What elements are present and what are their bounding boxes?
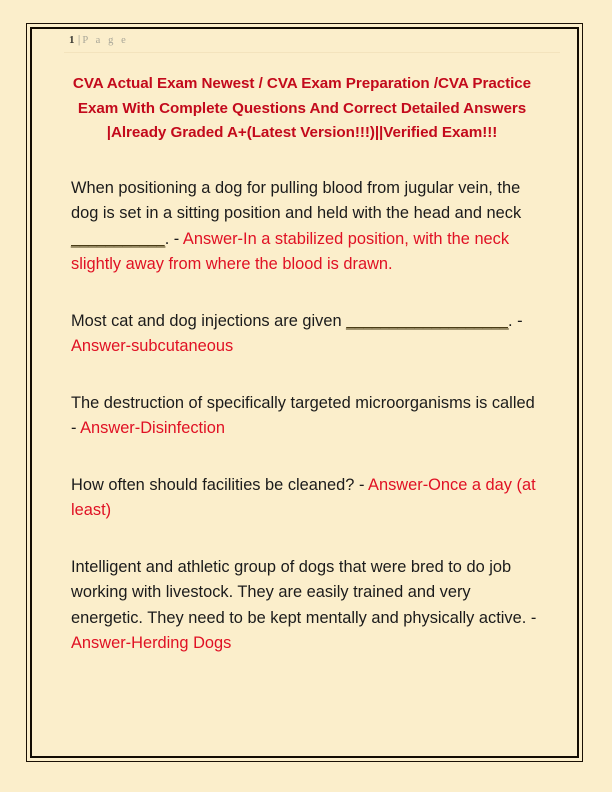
- answer-text: Answer-Herding Dogs: [71, 634, 232, 652]
- header-separator: |: [77, 32, 81, 46]
- answer-text: Answer-subcutaneous: [71, 337, 234, 355]
- header-rule: [64, 52, 560, 53]
- answer-text: Answer-Once a day (at least): [71, 475, 536, 519]
- question-answer-list: [71, 146, 540, 657]
- running-header: [38, 30, 566, 56]
- answer-dash: -: [358, 475, 369, 494]
- qa-block: [71, 309, 540, 360]
- answer-dash: -: [517, 311, 523, 330]
- question-text: When positioning a dog for pulling blood from jugular vein, the dog is set in a sitting position and held with the head and neck: [71, 178, 522, 222]
- qa-block: [71, 391, 540, 442]
- page-number: 1: [69, 34, 75, 46]
- answer-dash: -: [530, 608, 537, 627]
- question-text-tail: .: [507, 311, 518, 330]
- question-text: Most cat and dog injections are given: [71, 311, 347, 330]
- qa-block: [71, 473, 540, 524]
- question-text-tail: .: [164, 229, 174, 248]
- document-title: CVA Actual Exam Newest / CVA Exam Preparation /CVA Practice Exam With Complete Questions And Correct Detailed Answers |Already Graded A+(Latest Version!!!)||Verified Exam!!!: [72, 75, 532, 141]
- qa-block: [71, 176, 540, 278]
- page-content: [38, 30, 566, 657]
- answer-dash: -: [71, 419, 81, 437]
- question-text: The destruction of specifically targeted microorganisms is called: [71, 393, 535, 412]
- answer-text: Answer-In a stabilized position, with the neck slightly away from where the blood is drawn.: [71, 229, 510, 273]
- question-text: How often should facilities be cleaned?: [71, 475, 359, 494]
- answer-text: Answer-Disinfection: [80, 419, 225, 437]
- answer-dash: -: [173, 229, 183, 248]
- page-label: P a g e: [82, 35, 129, 46]
- answer-blank: ___________________: [346, 311, 508, 330]
- answer-blank: ___________: [71, 229, 165, 248]
- question-text: Intelligent and athletic group of dogs that were bred to do job working with livestock. They are easily trained and very energetic. They need to be kept mentally and physically active.: [71, 557, 531, 627]
- qa-block: [71, 555, 540, 657]
